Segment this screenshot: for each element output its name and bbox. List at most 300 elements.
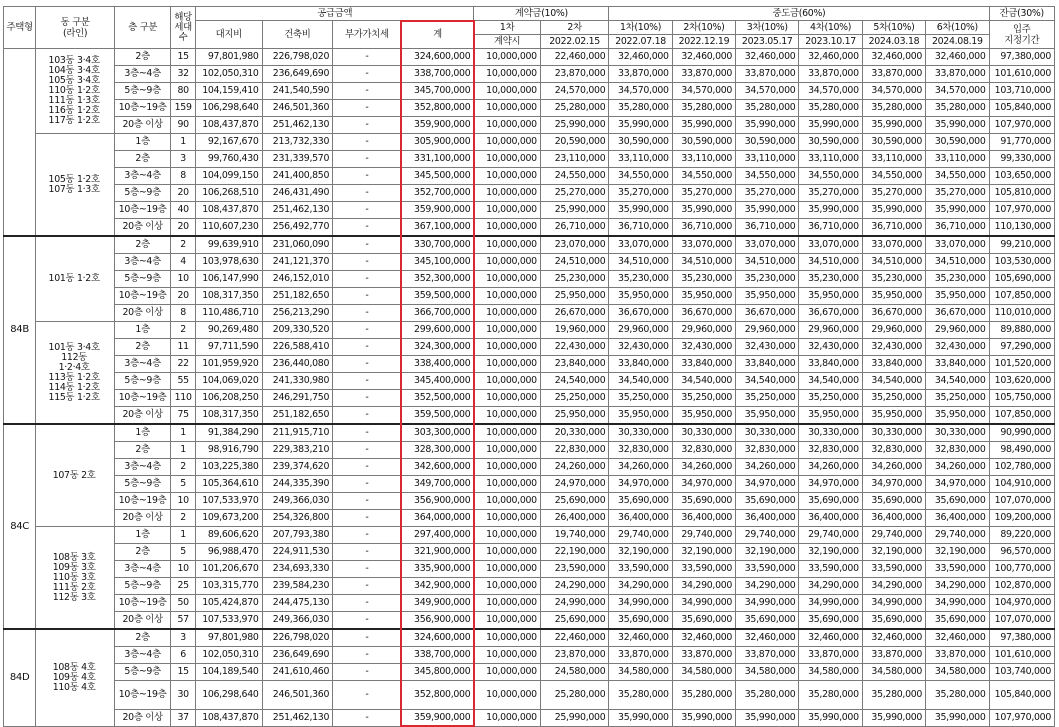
units-cell: 20 <box>171 185 196 202</box>
balance-cell: 109,200,000 <box>989 510 1055 527</box>
deposit-1-cell: 10,000,000 <box>474 49 540 66</box>
units-cell: 55 <box>171 373 196 390</box>
middle-2-cell: 35,250,000 <box>672 390 735 407</box>
total-price-cell: 328,300,000 <box>401 442 474 459</box>
vat-cell: - <box>333 236 402 254</box>
dong-line-cell: 107동 2호 <box>36 424 115 527</box>
middle-2-cell: 34,970,000 <box>672 476 735 493</box>
middle-5-cell: 35,990,000 <box>862 117 925 134</box>
units-cell: 159 <box>171 100 196 117</box>
deposit-2-cell: 25,230,000 <box>540 271 609 288</box>
table-row <box>4 202 1055 219</box>
deposit-1-cell: 10,000,000 <box>474 236 540 254</box>
dong-line-cell: 101동 3·4호 112동 1·2·4호 113동 1·2호 114동 1·2호 115동 1·2호 <box>36 322 115 425</box>
middle-6-cell: 35,230,000 <box>926 271 989 288</box>
middle-1-cell: 35,690,000 <box>609 493 672 510</box>
middle-5-cell: 33,590,000 <box>862 561 925 578</box>
balance-cell: 107,850,000 <box>989 288 1055 305</box>
middle-6-cell: 29,740,000 <box>926 527 989 544</box>
land-price-cell: 96,988,470 <box>196 544 262 561</box>
vat-cell: - <box>333 168 402 185</box>
units-cell: 75 <box>171 407 196 425</box>
deposit-1-cell: 10,000,000 <box>474 219 540 237</box>
header-balance: 잔금(30%) <box>989 7 1055 21</box>
units-cell: 4 <box>171 254 196 271</box>
total-price-cell: 352,800,000 <box>401 681 474 710</box>
middle-6-cell: 34,580,000 <box>926 664 989 681</box>
middle-2-cell: 34,540,000 <box>672 373 735 390</box>
building-price-cell: 229,383,210 <box>262 442 333 459</box>
middle-6-cell: 32,190,000 <box>926 544 989 561</box>
middle-1-cell: 34,260,000 <box>609 459 672 476</box>
deposit-2-cell: 20,330,000 <box>540 424 609 442</box>
middle-4-cell: 36,400,000 <box>799 510 862 527</box>
middle-5-cell: 34,570,000 <box>862 83 925 100</box>
total-price-cell: 352,300,000 <box>401 271 474 288</box>
land-price-cell: 99,760,430 <box>196 151 262 168</box>
middle-5-cell: 32,430,000 <box>862 339 925 356</box>
middle-4-cell: 34,570,000 <box>799 83 862 100</box>
balance-cell: 107,970,000 <box>989 710 1055 727</box>
table-row <box>4 527 1055 544</box>
middle-5-cell: 33,840,000 <box>862 356 925 373</box>
units-cell: 25 <box>171 578 196 595</box>
table-row <box>4 117 1055 134</box>
balance-cell: 103,530,000 <box>989 254 1055 271</box>
balance-cell: 105,750,000 <box>989 390 1055 407</box>
building-price-cell: 249,366,030 <box>262 493 333 510</box>
units-cell: 10 <box>171 271 196 288</box>
header-building: 건축비 <box>262 21 333 49</box>
header-land: 대지비 <box>196 21 262 49</box>
balance-cell: 91,770,000 <box>989 134 1055 151</box>
middle-3-cell: 33,840,000 <box>736 356 799 373</box>
units-cell: 5 <box>171 544 196 561</box>
vat-cell: - <box>333 49 402 66</box>
units-cell: 20 <box>171 219 196 237</box>
land-price-cell: 108,437,870 <box>196 117 262 134</box>
deposit-1-cell: 10,000,000 <box>474 151 540 168</box>
units-cell: 1 <box>171 527 196 544</box>
total-price-cell: 331,100,000 <box>401 151 474 168</box>
balance-cell: 99,330,000 <box>989 151 1055 168</box>
balance-cell: 103,620,000 <box>989 373 1055 390</box>
floor-cell: 10층~19층 <box>115 100 171 117</box>
floor-cell: 10층~19층 <box>115 390 171 407</box>
total-price-cell: 342,900,000 <box>401 578 474 595</box>
middle-6-cell: 32,830,000 <box>926 442 989 459</box>
balance-cell: 103,710,000 <box>989 83 1055 100</box>
units-cell: 3 <box>171 151 196 168</box>
middle-2-cell: 35,990,000 <box>672 710 735 727</box>
middle-5-cell: 34,550,000 <box>862 168 925 185</box>
total-price-cell: 345,700,000 <box>401 83 474 100</box>
middle-5-cell: 33,110,000 <box>862 151 925 168</box>
land-price-cell: 108,317,350 <box>196 407 262 425</box>
middle-3-cell: 33,110,000 <box>736 151 799 168</box>
table-header <box>4 7 1055 49</box>
land-price-cell: 103,978,630 <box>196 254 262 271</box>
table-row <box>4 629 1055 647</box>
total-price-cell: 359,500,000 <box>401 288 474 305</box>
total-price-cell: 338,700,000 <box>401 66 474 83</box>
table-row <box>4 151 1055 168</box>
building-price-cell: 251,462,130 <box>262 202 333 219</box>
middle-5-cell: 35,990,000 <box>862 710 925 727</box>
middle-1-cell: 34,540,000 <box>609 373 672 390</box>
land-price-cell: 106,298,640 <box>196 681 262 710</box>
land-price-cell: 108,437,870 <box>196 710 262 727</box>
floor-cell: 2층 <box>115 49 171 66</box>
floor-cell: 2층 <box>115 544 171 561</box>
middle-2-cell: 35,950,000 <box>672 407 735 425</box>
deposit-2-cell: 24,970,000 <box>540 476 609 493</box>
table-row <box>4 49 1055 66</box>
header-mid-date: 2022.12.19 <box>672 35 735 49</box>
middle-1-cell: 35,250,000 <box>609 390 672 407</box>
middle-6-cell: 36,710,000 <box>926 219 989 237</box>
middle-2-cell: 33,110,000 <box>672 151 735 168</box>
floor-cell: 10층~19층 <box>115 202 171 219</box>
table-row <box>4 305 1055 322</box>
units-cell: 8 <box>171 305 196 322</box>
middle-5-cell: 34,290,000 <box>862 578 925 595</box>
building-price-cell: 249,366,030 <box>262 612 333 630</box>
land-price-cell: 106,208,250 <box>196 390 262 407</box>
land-price-cell: 97,801,980 <box>196 49 262 66</box>
middle-1-cell: 36,710,000 <box>609 219 672 237</box>
deposit-2-cell: 24,290,000 <box>540 578 609 595</box>
middle-1-cell: 35,990,000 <box>609 202 672 219</box>
vat-cell: - <box>333 288 402 305</box>
middle-4-cell: 35,950,000 <box>799 288 862 305</box>
deposit-1-cell: 10,000,000 <box>474 459 540 476</box>
building-price-cell: 246,501,360 <box>262 681 333 710</box>
building-price-cell: 231,060,090 <box>262 236 333 254</box>
building-price-cell: 226,798,020 <box>262 629 333 647</box>
table-row <box>4 219 1055 237</box>
middle-6-cell: 35,270,000 <box>926 185 989 202</box>
middle-1-cell: 34,970,000 <box>609 476 672 493</box>
middle-4-cell: 29,960,000 <box>799 322 862 339</box>
building-price-cell: 239,374,620 <box>262 459 333 476</box>
land-price-cell: 107,533,970 <box>196 612 262 630</box>
deposit-1-cell: 10,000,000 <box>474 544 540 561</box>
middle-1-cell: 32,190,000 <box>609 544 672 561</box>
middle-4-cell: 33,070,000 <box>799 236 862 254</box>
middle-4-cell: 35,250,000 <box>799 390 862 407</box>
middle-5-cell: 36,400,000 <box>862 510 925 527</box>
floor-cell: 5층~9층 <box>115 373 171 390</box>
balance-cell: 89,880,000 <box>989 322 1055 339</box>
deposit-1-cell: 10,000,000 <box>474 271 540 288</box>
middle-2-cell: 32,430,000 <box>672 339 735 356</box>
deposit-1-cell: 10,000,000 <box>474 254 540 271</box>
deposit-1-cell: 10,000,000 <box>474 681 540 710</box>
header-mid-date: 2023.05.17 <box>736 35 799 49</box>
unit-type-cell: 84D <box>4 629 36 727</box>
floor-cell: 3층~4층 <box>115 254 171 271</box>
middle-1-cell: 36,670,000 <box>609 305 672 322</box>
middle-2-cell: 35,230,000 <box>672 271 735 288</box>
middle-2-cell: 35,280,000 <box>672 681 735 710</box>
deposit-2-cell: 25,950,000 <box>540 407 609 425</box>
balance-cell: 107,070,000 <box>989 612 1055 630</box>
middle-6-cell: 33,870,000 <box>926 66 989 83</box>
middle-6-cell: 33,110,000 <box>926 151 989 168</box>
deposit-2-cell: 23,870,000 <box>540 66 609 83</box>
deposit-1-cell: 10,000,000 <box>474 476 540 493</box>
building-price-cell: 256,213,290 <box>262 305 333 322</box>
middle-3-cell: 36,400,000 <box>736 510 799 527</box>
vat-cell: - <box>333 578 402 595</box>
total-price-cell: 356,900,000 <box>401 493 474 510</box>
deposit-1-cell: 10,000,000 <box>474 442 540 459</box>
middle-1-cell: 30,590,000 <box>609 134 672 151</box>
middle-5-cell: 34,990,000 <box>862 595 925 612</box>
total-price-cell: 367,100,000 <box>401 219 474 237</box>
middle-4-cell: 33,110,000 <box>799 151 862 168</box>
header-type: 주택형 <box>4 7 36 49</box>
table-body <box>4 49 1055 727</box>
middle-4-cell: 34,990,000 <box>799 595 862 612</box>
middle-1-cell: 30,330,000 <box>609 424 672 442</box>
total-price-cell: 345,500,000 <box>401 168 474 185</box>
vat-cell: - <box>333 100 402 117</box>
building-price-cell: 236,440,080 <box>262 356 333 373</box>
building-price-cell: 234,693,330 <box>262 561 333 578</box>
building-price-cell: 246,431,490 <box>262 185 333 202</box>
middle-6-cell: 32,460,000 <box>926 629 989 647</box>
vat-cell: - <box>333 254 402 271</box>
deposit-1-cell: 10,000,000 <box>474 612 540 630</box>
deposit-2-cell: 26,400,000 <box>540 510 609 527</box>
deposit-2-cell: 25,280,000 <box>540 681 609 710</box>
building-price-cell: 244,475,130 <box>262 595 333 612</box>
middle-6-cell: 35,990,000 <box>926 710 989 727</box>
deposit-1-cell: 10,000,000 <box>474 117 540 134</box>
middle-1-cell: 35,990,000 <box>609 710 672 727</box>
building-price-cell: 246,501,360 <box>262 100 333 117</box>
middle-1-cell: 33,840,000 <box>609 356 672 373</box>
middle-4-cell: 29,740,000 <box>799 527 862 544</box>
balance-cell: 101,610,000 <box>989 647 1055 664</box>
header-middle: 중도금(60%) <box>609 7 989 21</box>
middle-4-cell: 35,230,000 <box>799 271 862 288</box>
middle-2-cell: 35,280,000 <box>672 100 735 117</box>
units-cell: 1 <box>171 134 196 151</box>
header-mid-name: 2차(10%) <box>672 21 735 35</box>
units-cell: 2 <box>171 459 196 476</box>
units-cell: 1 <box>171 424 196 442</box>
floor-cell: 3층~4층 <box>115 459 171 476</box>
units-cell: 15 <box>171 49 196 66</box>
units-cell: 90 <box>171 117 196 134</box>
middle-6-cell: 32,430,000 <box>926 339 989 356</box>
floor-cell: 10층~19층 <box>115 288 171 305</box>
middle-3-cell: 35,990,000 <box>736 710 799 727</box>
middle-3-cell: 33,070,000 <box>736 236 799 254</box>
total-price-cell: 345,400,000 <box>401 373 474 390</box>
middle-1-cell: 33,590,000 <box>609 561 672 578</box>
middle-1-cell: 34,550,000 <box>609 168 672 185</box>
units-cell: 6 <box>171 647 196 664</box>
table-row <box>4 134 1055 151</box>
floor-cell: 2층 <box>115 629 171 647</box>
floor-cell: 1층 <box>115 322 171 339</box>
land-price-cell: 110,486,710 <box>196 305 262 322</box>
building-price-cell: 236,649,690 <box>262 647 333 664</box>
middle-3-cell: 35,280,000 <box>736 100 799 117</box>
header-mid-date: 2023.10.17 <box>799 35 862 49</box>
vat-cell: - <box>333 561 402 578</box>
middle-3-cell: 29,740,000 <box>736 527 799 544</box>
middle-3-cell: 30,330,000 <box>736 424 799 442</box>
middle-3-cell: 35,280,000 <box>736 681 799 710</box>
middle-1-cell: 32,460,000 <box>609 49 672 66</box>
total-price-cell: 352,800,000 <box>401 100 474 117</box>
middle-3-cell: 34,580,000 <box>736 664 799 681</box>
land-price-cell: 104,159,410 <box>196 83 262 100</box>
vat-cell: - <box>333 219 402 237</box>
middle-6-cell: 35,250,000 <box>926 390 989 407</box>
units-cell: 50 <box>171 595 196 612</box>
middle-1-cell: 32,430,000 <box>609 339 672 356</box>
middle-3-cell: 36,670,000 <box>736 305 799 322</box>
middle-1-cell: 34,290,000 <box>609 578 672 595</box>
land-price-cell: 108,437,870 <box>196 202 262 219</box>
supply-price-table <box>3 6 1055 727</box>
middle-4-cell: 30,330,000 <box>799 424 862 442</box>
deposit-1-cell: 10,000,000 <box>474 288 540 305</box>
vat-cell: - <box>333 544 402 561</box>
total-price-cell: 299,600,000 <box>401 322 474 339</box>
vat-cell: - <box>333 424 402 442</box>
middle-5-cell: 35,250,000 <box>862 390 925 407</box>
deposit-1-cell: 10,000,000 <box>474 83 540 100</box>
header-units: 해당 세대 수 <box>171 7 196 49</box>
middle-6-cell: 33,590,000 <box>926 561 989 578</box>
building-price-cell: 244,335,390 <box>262 476 333 493</box>
table-row <box>4 390 1055 407</box>
middle-2-cell: 30,330,000 <box>672 424 735 442</box>
deposit-1-cell: 10,000,000 <box>474 339 540 356</box>
building-price-cell: 209,330,520 <box>262 322 333 339</box>
middle-1-cell: 33,070,000 <box>609 236 672 254</box>
middle-5-cell: 34,970,000 <box>862 476 925 493</box>
deposit-1-cell: 10,000,000 <box>474 629 540 647</box>
header-move-in: 입주 지정기간 <box>989 21 1055 49</box>
middle-4-cell: 32,460,000 <box>799 629 862 647</box>
middle-6-cell: 34,570,000 <box>926 83 989 100</box>
balance-cell: 105,840,000 <box>989 681 1055 710</box>
vat-cell: - <box>333 459 402 476</box>
middle-1-cell: 35,950,000 <box>609 288 672 305</box>
floor-cell: 3층~4층 <box>115 168 171 185</box>
middle-3-cell: 36,710,000 <box>736 219 799 237</box>
land-price-cell: 109,673,200 <box>196 510 262 527</box>
building-price-cell: 224,911,530 <box>262 544 333 561</box>
deposit-2-cell: 19,740,000 <box>540 527 609 544</box>
middle-5-cell: 32,830,000 <box>862 442 925 459</box>
middle-5-cell: 35,280,000 <box>862 100 925 117</box>
middle-4-cell: 33,590,000 <box>799 561 862 578</box>
total-price-cell: 297,400,000 <box>401 527 474 544</box>
floor-cell: 1층 <box>115 134 171 151</box>
balance-cell: 96,570,000 <box>989 544 1055 561</box>
middle-2-cell: 36,400,000 <box>672 510 735 527</box>
floor-cell: 5층~9층 <box>115 578 171 595</box>
building-price-cell: 256,492,770 <box>262 219 333 237</box>
balance-cell: 97,290,000 <box>989 339 1055 356</box>
total-price-cell: 303,300,000 <box>401 424 474 442</box>
land-price-cell: 90,269,480 <box>196 322 262 339</box>
middle-1-cell: 33,870,000 <box>609 66 672 83</box>
units-cell: 32 <box>171 66 196 83</box>
table-row <box>4 373 1055 390</box>
middle-3-cell: 34,990,000 <box>736 595 799 612</box>
land-price-cell: 97,801,980 <box>196 629 262 647</box>
floor-cell: 5층~9층 <box>115 271 171 288</box>
unit-type-cell: 84C <box>4 424 36 629</box>
middle-1-cell: 32,830,000 <box>609 442 672 459</box>
total-price-cell: 321,900,000 <box>401 544 474 561</box>
floor-cell: 2층 <box>115 442 171 459</box>
deposit-2-cell: 25,990,000 <box>540 710 609 727</box>
middle-4-cell: 33,870,000 <box>799 66 862 83</box>
total-price-cell: 335,900,000 <box>401 561 474 578</box>
units-cell: 1 <box>171 442 196 459</box>
middle-4-cell: 33,870,000 <box>799 647 862 664</box>
middle-3-cell: 32,460,000 <box>736 629 799 647</box>
floor-cell: 10층~19층 <box>115 493 171 510</box>
floor-cell: 20층 이상 <box>115 612 171 630</box>
dong-line-cell: 105동 1·2호 107동 1·3호 <box>36 134 115 237</box>
deposit-1-cell: 10,000,000 <box>474 168 540 185</box>
building-price-cell: 226,588,410 <box>262 339 333 356</box>
deposit-1-cell: 10,000,000 <box>474 710 540 727</box>
middle-6-cell: 35,990,000 <box>926 117 989 134</box>
middle-5-cell: 34,510,000 <box>862 254 925 271</box>
middle-3-cell: 32,830,000 <box>736 442 799 459</box>
middle-2-cell: 29,740,000 <box>672 527 735 544</box>
middle-2-cell: 32,830,000 <box>672 442 735 459</box>
vat-cell: - <box>333 373 402 390</box>
table-row <box>4 647 1055 664</box>
balance-cell: 89,220,000 <box>989 527 1055 544</box>
middle-3-cell: 35,990,000 <box>736 117 799 134</box>
table-row <box>4 236 1055 254</box>
middle-4-cell: 36,710,000 <box>799 219 862 237</box>
middle-6-cell: 34,970,000 <box>926 476 989 493</box>
total-price-cell: 338,700,000 <box>401 647 474 664</box>
middle-2-cell: 32,460,000 <box>672 49 735 66</box>
middle-1-cell: 35,280,000 <box>609 681 672 710</box>
floor-cell: 5층~9층 <box>115 664 171 681</box>
balance-cell: 105,840,000 <box>989 100 1055 117</box>
header-mid-date: 2022.07.18 <box>609 35 672 49</box>
deposit-1-cell: 10,000,000 <box>474 134 540 151</box>
vat-cell: - <box>333 681 402 710</box>
total-price-cell: 356,900,000 <box>401 612 474 630</box>
table-row <box>4 459 1055 476</box>
table-row <box>4 322 1055 339</box>
building-price-cell: 236,649,690 <box>262 66 333 83</box>
middle-3-cell: 32,190,000 <box>736 544 799 561</box>
vat-cell: - <box>333 271 402 288</box>
middle-3-cell: 34,570,000 <box>736 83 799 100</box>
middle-4-cell: 33,840,000 <box>799 356 862 373</box>
